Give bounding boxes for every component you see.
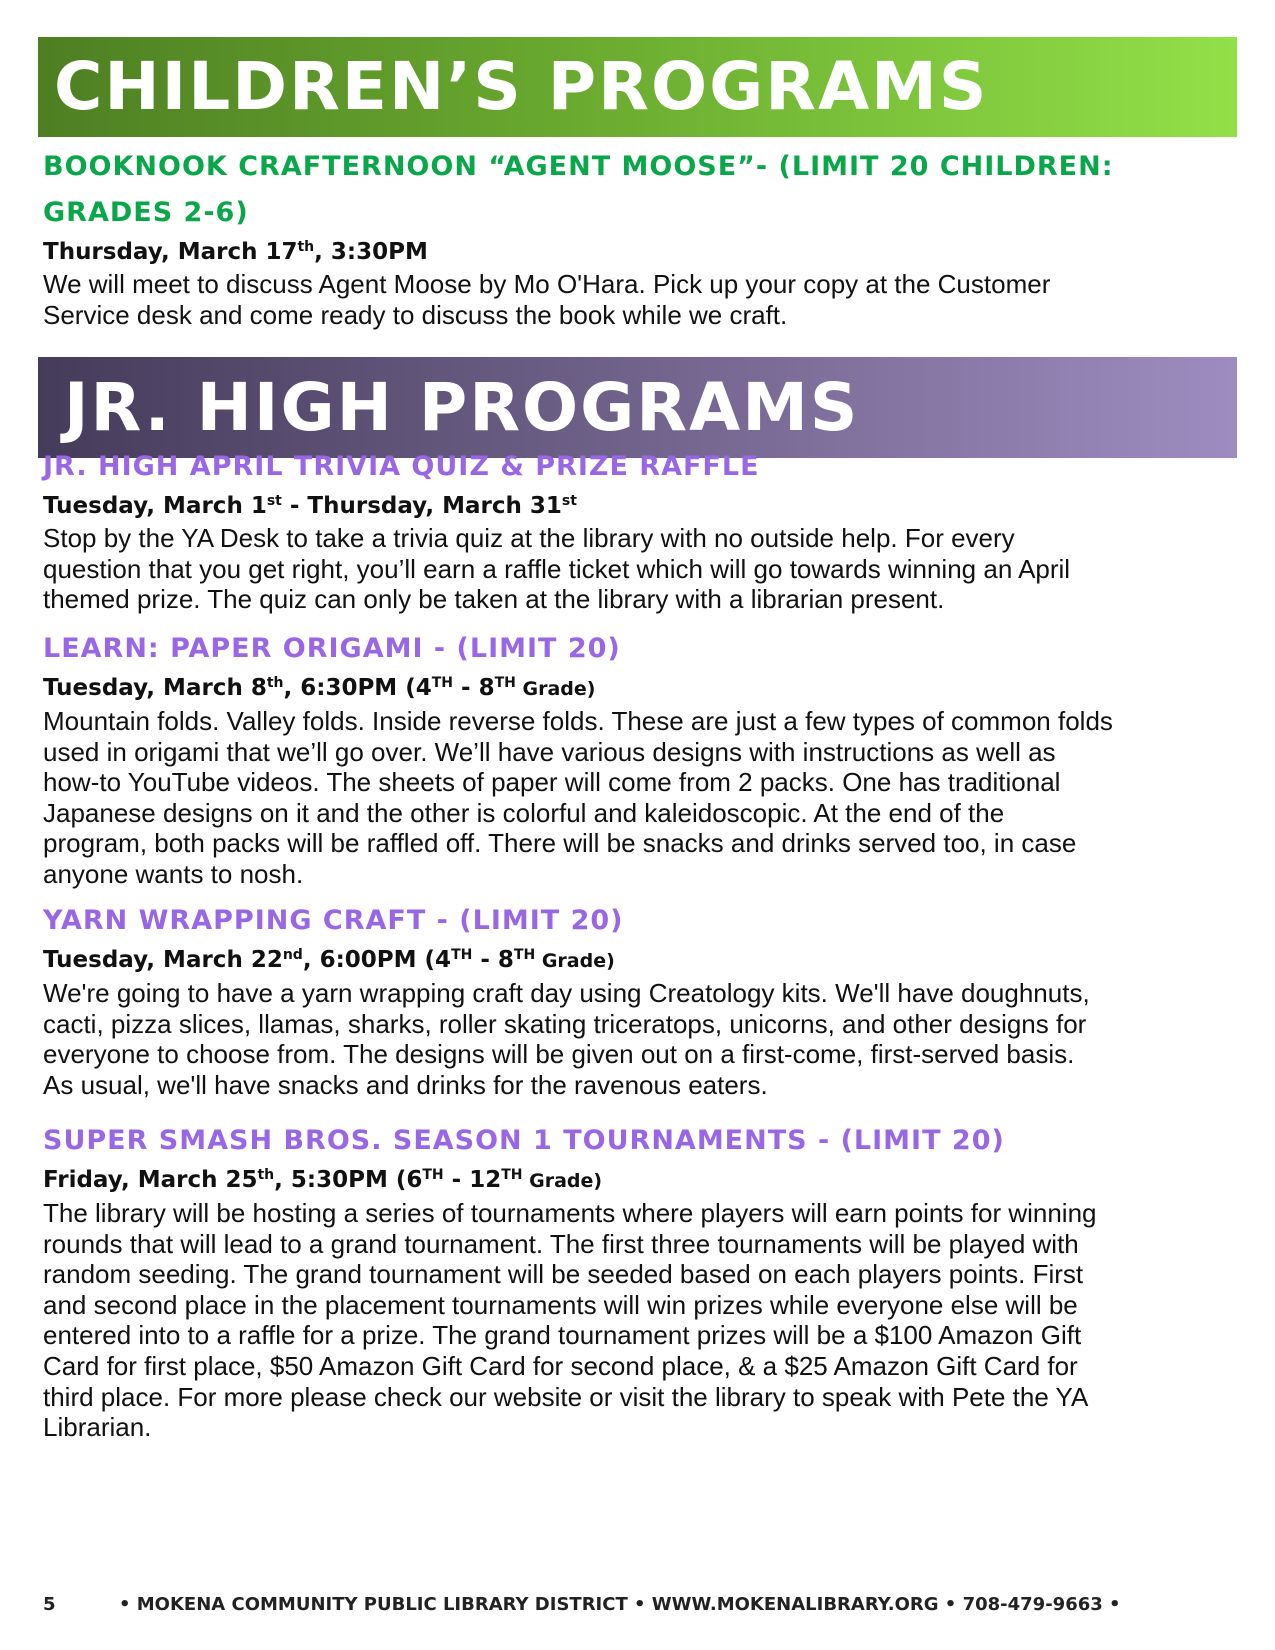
origami-program [43, 626, 1235, 890]
date-suffix: st [266, 493, 282, 509]
childrens-programs-banner: CHILDREN’S PROGRAMS [38, 37, 1237, 137]
program-title: LEARN: PAPER ORIGAMI - (LIMIT 20) [43, 633, 621, 664]
date-suffix: th [297, 239, 315, 255]
date-time: , 5:30PM (6 [274, 1167, 423, 1193]
description-line: used in origami that we’ll go over. We’ll have various designs with instructions as well as [43, 736, 1056, 767]
grade-suffix: TH [431, 675, 454, 691]
program-date [43, 490, 1235, 523]
description-line: third place. For more please check our website or visit the library to speak with Pete the YA [43, 1381, 1089, 1412]
grade-suffix: TH [501, 1167, 523, 1183]
booknook-program [43, 144, 1235, 330]
description-line: everyone to choose from. The designs will be given out on a first-come, first-served basis. [43, 1039, 1075, 1070]
grade-label: Grade) [522, 1170, 603, 1192]
description-line: program, both packs will be raffled off. There will be snacks and drinks served too, in case [43, 828, 1077, 859]
date-day: Tuesday, March 8 [43, 675, 267, 701]
smash-bros-program [43, 1118, 1235, 1443]
description-line: We will meet to discuss Agent Moose by Mo O'Hara. Pick up your copy at the Customer [43, 269, 1051, 299]
date-day: Thursday, March 17 [43, 239, 298, 265]
description-line: The library will be hosting a series of tournaments where players will earn points for winning [43, 1198, 1097, 1228]
program-date [43, 672, 1235, 706]
footer-contact: • MOKENA COMMUNITY PUBLIC LIBRARY DISTRICT • WWW.MOKENALIBRARY.ORG • 708-479-9663 • [119, 1594, 1121, 1615]
jr-high-programs-banner: JR. HIGH PROGRAMS [38, 357, 1237, 458]
grade-label: Grade) [515, 678, 596, 700]
description-line: entered into to a raffle for a prize. The grand tournament prizes will be a $100 Amazon Gift [43, 1320, 1082, 1351]
grade-suffix: TH [513, 947, 536, 963]
description-line: Japanese designs on it and the other is colorful and kaleidoscopic. At the end of the [43, 797, 1005, 828]
grade-range: - 12 [443, 1167, 502, 1193]
date-suffix: th [257, 1167, 275, 1183]
date-day: Tuesday, March 22 [43, 947, 283, 973]
program-date [43, 236, 1235, 269]
description-line: Stop by the YA Desk to take a trivia quiz at the library with no outside help. For every [43, 523, 1015, 553]
description-line: We're going to have a yarn wrapping craft day using Creatology kits. We'll have doughnuts, [43, 978, 1090, 1008]
description-line: random seeding. The grand tournament will be seeded based on each players points. First [43, 1259, 1084, 1290]
date-time: , 6:00PM (4 [302, 947, 452, 973]
program-description [43, 978, 1235, 1100]
description-line: rounds that will lead to a grand tournament. The first three tournaments will be played with [43, 1228, 1079, 1259]
program-description [43, 523, 1235, 615]
program-date [43, 944, 1235, 978]
date-suffix: th [266, 675, 284, 691]
grade-suffix: TH [494, 675, 516, 691]
description-line: Librarian. [43, 1412, 152, 1443]
grade-range: - 8 [472, 947, 514, 973]
grade-suffix: TH [422, 1167, 444, 1183]
program-description [43, 706, 1235, 890]
program-title: SUPER SMASH BROS. SEASON 1 TOURNAMENTS - (LIMIT 20) [43, 1125, 1005, 1156]
description-line: question that you get right, you’ll earn a raffle ticket which will go towards winning an April [43, 553, 1071, 584]
date-suffix: st [561, 493, 577, 509]
grade-label: Grade) [535, 950, 615, 972]
description-line: Service desk and come ready to discuss the book while we craft. [43, 299, 788, 330]
trivia-program [43, 444, 1235, 615]
grade-suffix: TH [451, 947, 473, 963]
page-number: 5 [43, 1594, 56, 1615]
description-line: Card for first place, $50 Amazon Gift Card for second place, & a $25 Amazon Gift Card for [43, 1350, 1078, 1381]
description-line: cacti, pizza slices, llamas, sharks, roller skating triceratops, unicorns, and other designs for [43, 1008, 1087, 1039]
date-suffix: nd [282, 947, 303, 963]
description-line: Mountain folds. Valley folds. Inside reverse folds. These are just a few types of common folds [43, 706, 1113, 736]
grade-range: - 8 [453, 675, 495, 701]
date-time: , 3:30PM [314, 239, 428, 265]
program-title: YARN WRAPPING CRAFT - (LIMIT 20) [43, 905, 624, 936]
program-title-line1: BOOKNOOK CRAFTERNOON “AGENT MOOSE”- (LIMIT 20 CHILDREN: [43, 151, 1114, 182]
date-time: , 6:30PM (4 [283, 675, 432, 701]
program-title-line2: GRADES 2-6) [43, 197, 249, 228]
program-date [43, 1164, 1235, 1198]
description-line: and second place in the placement tournaments will win prizes while everyone else will be [43, 1289, 1078, 1320]
description-line: themed prize. The quiz can only be taken at the library with a librarian present. [43, 584, 945, 615]
date-day: Friday, March 25 [43, 1167, 258, 1193]
description-line: how-to YouTube videos. The sheets of paper will come from 2 packs. One has traditional [43, 767, 1061, 798]
date-end: - Thursday, March 31 [281, 493, 562, 519]
program-description [43, 269, 1235, 330]
program-title: JR. HIGH APRIL TRIVIA QUIZ & PRIZE RAFFLE [43, 451, 760, 482]
page-footer [43, 1594, 1223, 1615]
yarn-wrapping-program [43, 898, 1235, 1100]
program-description [43, 1198, 1235, 1443]
date-start: Tuesday, March 1 [43, 493, 267, 519]
description-line: anyone wants to nosh. [43, 858, 304, 889]
description-line: As usual, we'll have snacks and drinks for the ravenous eaters. [43, 1069, 768, 1100]
